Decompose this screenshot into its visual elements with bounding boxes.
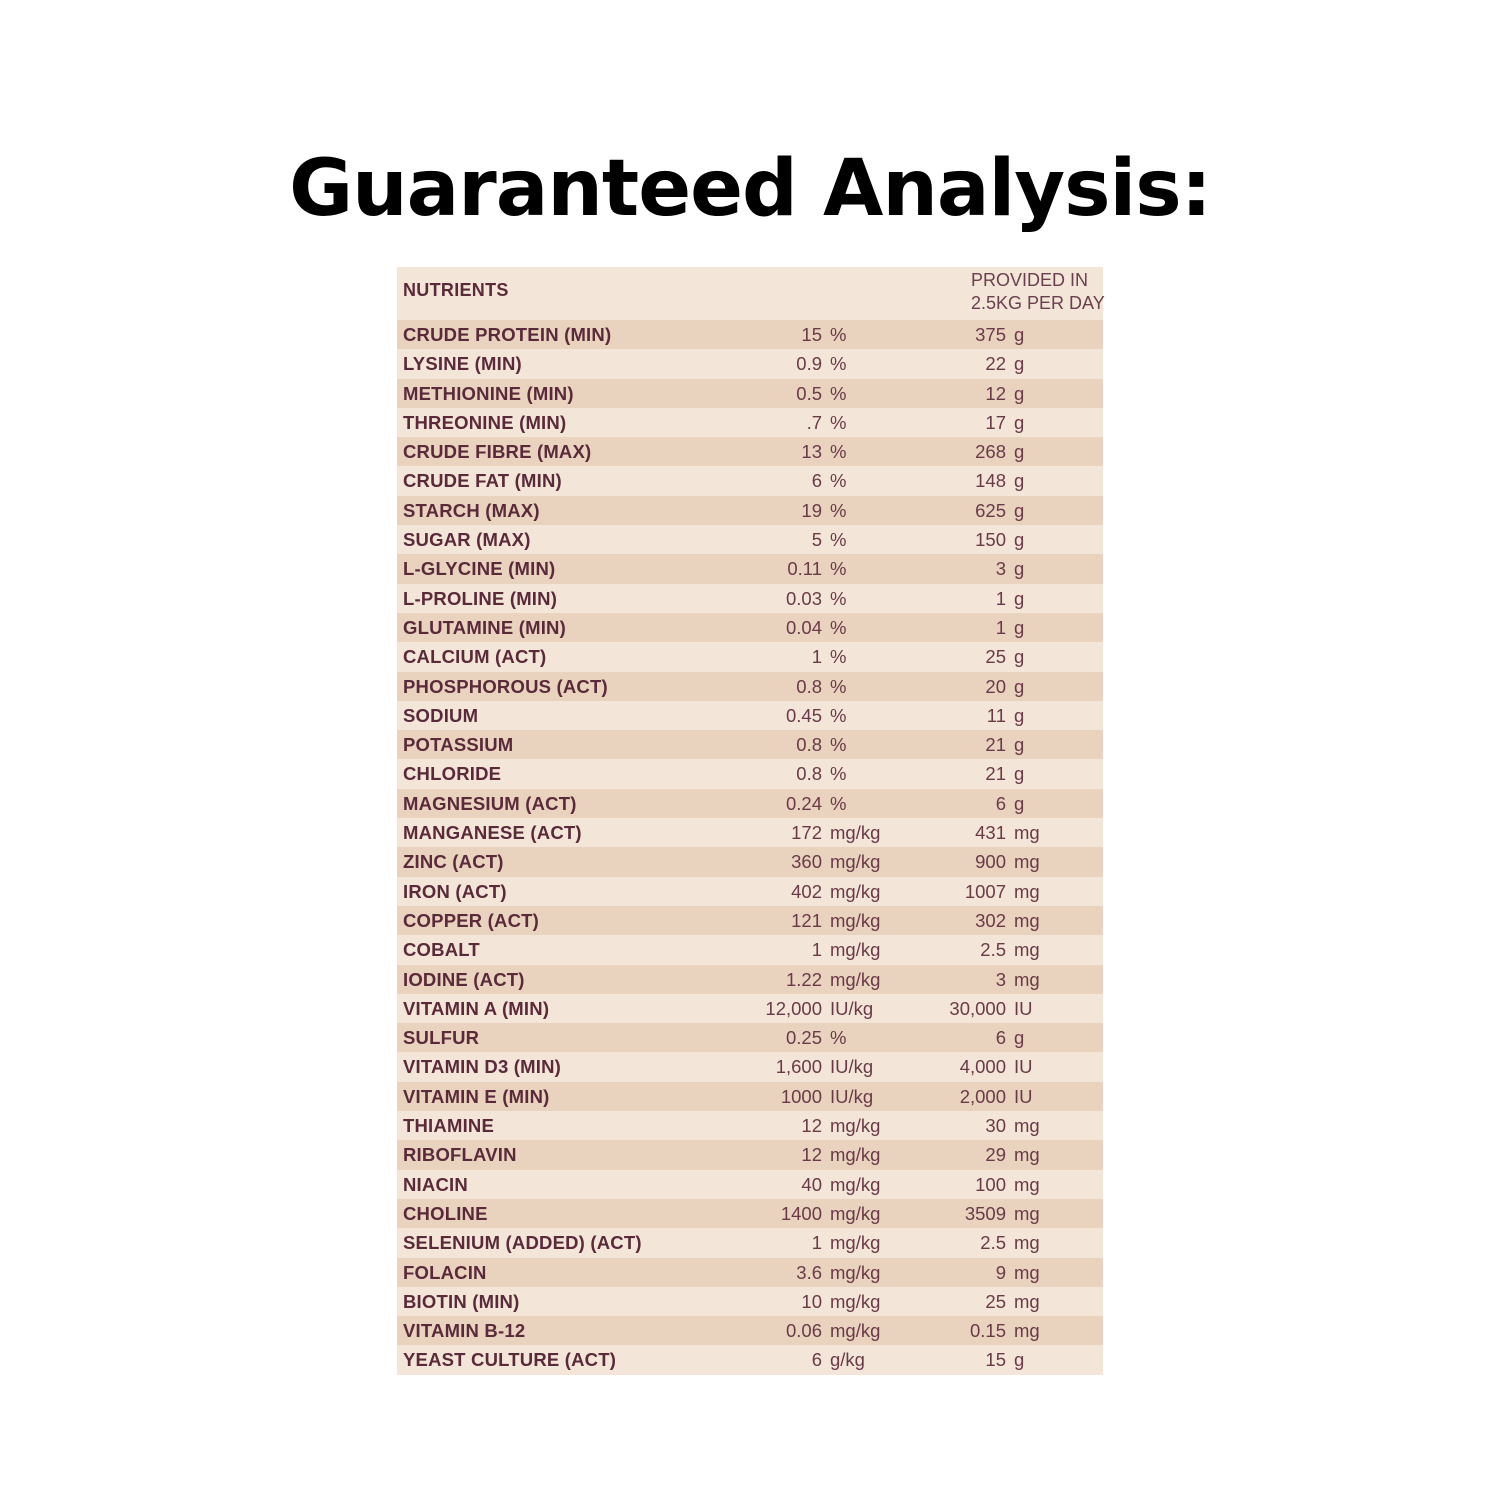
table-row (397, 935, 1103, 964)
nutrient-unit: % (830, 1027, 847, 1049)
provided-unit: mg (1014, 1115, 1040, 1137)
provided-value: 3 (995, 558, 1006, 580)
nutrient-name: MAGNESIUM (ACT) (403, 792, 577, 814)
nutrient-name: CALCIUM (ACT) (403, 646, 547, 668)
nutrient-name: GLUTAMINE (MIN) (403, 616, 566, 638)
provided-unit: g (1014, 558, 1025, 580)
nutrient-name: SULFUR (403, 1027, 480, 1049)
table-row (397, 1345, 1103, 1374)
header-nutrients: NUTRIENTS (403, 280, 509, 300)
nutrient-value: 6 (811, 1349, 822, 1371)
nutrient-unit: % (830, 470, 847, 492)
nutrient-value: 6 (811, 470, 822, 492)
provided-unit: mg (1014, 968, 1040, 990)
nutrient-name: RIBOFLAVIN (403, 1144, 517, 1166)
provided-value: 150 (975, 529, 1006, 551)
nutrient-name: COBALT (403, 939, 480, 961)
provided-value: 6 (995, 1027, 1006, 1049)
provided-unit: mg (1014, 1290, 1040, 1312)
nutrient-name: VITAMIN A (MIN) (403, 997, 550, 1019)
provided-value: 1 (995, 587, 1006, 609)
provided-unit: g (1014, 704, 1025, 726)
nutrient-name: SODIUM (403, 704, 479, 726)
nutrient-unit: % (830, 646, 847, 668)
nutrient-unit: mg/kg (830, 1173, 881, 1195)
nutrient-unit: mg/kg (830, 968, 881, 990)
provided-value: 6 (995, 792, 1006, 814)
nutrient-value: 121 (791, 909, 822, 931)
provided-unit: IU (1014, 1056, 1033, 1078)
nutrient-value: 12,000 (765, 997, 822, 1019)
table-row (397, 613, 1103, 642)
provided-unit: g (1014, 1349, 1025, 1371)
nutrient-name: NIACIN (403, 1173, 468, 1195)
provided-unit: IU (1014, 997, 1033, 1019)
table-row (397, 730, 1103, 759)
nutrient-value: 0.45 (785, 704, 822, 726)
nutrient-unit: mg/kg (830, 1115, 881, 1137)
provided-value: 30 (985, 1115, 1006, 1137)
provided-unit: g (1014, 411, 1025, 433)
nutrient-unit: IU/kg (830, 1085, 874, 1107)
provided-unit: g (1014, 529, 1025, 551)
nutrient-unit: mg/kg (830, 1290, 881, 1312)
nutrient-unit: % (830, 529, 847, 551)
provided-value: 3509 (964, 1202, 1006, 1224)
table-row (397, 1052, 1103, 1081)
table-body (397, 320, 1103, 1375)
nutrient-value: 10 (801, 1290, 822, 1312)
nutrient-value: 0.04 (785, 616, 822, 638)
nutrient-name: VITAMIN D3 (MIN) (403, 1056, 562, 1078)
provided-value: 20 (985, 675, 1006, 697)
table-row (397, 1316, 1103, 1345)
nutrient-unit: mg/kg (830, 1261, 881, 1283)
nutrient-table (397, 267, 1103, 1375)
nutrient-name: SELENIUM (ADDED) (ACT) (403, 1232, 642, 1254)
page-title: Guaranteed Analysis: (289, 144, 1211, 234)
provided-value: 900 (975, 851, 1006, 873)
nutrient-name: L-GLYCINE (MIN) (403, 558, 556, 580)
table-row (397, 965, 1103, 994)
table-row (397, 847, 1103, 876)
nutrient-unit: mg/kg (830, 1144, 881, 1166)
nutrient-unit: % (830, 734, 847, 756)
provided-value: 2.5 (980, 1232, 1006, 1254)
nutrient-unit: % (830, 763, 847, 785)
provided-value: 1007 (964, 880, 1006, 902)
table-row (397, 1199, 1103, 1228)
table-row (397, 496, 1103, 525)
nutrient-name: POTASSIUM (403, 734, 514, 756)
table-row (397, 525, 1103, 554)
provided-unit: IU (1014, 1085, 1033, 1107)
nutrient-value: 402 (791, 880, 822, 902)
provided-value: 9 (995, 1261, 1006, 1283)
nutrient-value: 0.25 (785, 1027, 822, 1049)
provided-value: 302 (975, 909, 1006, 931)
table-row (397, 1140, 1103, 1169)
nutrient-value: 1400 (780, 1202, 822, 1224)
nutrient-name: VITAMIN E (MIN) (403, 1085, 550, 1107)
nutrient-unit: % (830, 382, 847, 404)
nutrient-name: IODINE (ACT) (403, 968, 525, 990)
provided-unit: g (1014, 616, 1025, 638)
nutrient-unit: % (830, 792, 847, 814)
nutrient-name: METHIONINE (MIN) (403, 382, 574, 404)
provided-unit: g (1014, 499, 1025, 521)
table-row (397, 379, 1103, 408)
nutrient-value: 172 (791, 822, 822, 844)
provided-unit: g (1014, 763, 1025, 785)
nutrient-value: 13 (801, 441, 822, 463)
table-row (397, 877, 1103, 906)
table-row (397, 906, 1103, 935)
nutrient-unit: % (830, 704, 847, 726)
nutrient-name: STARCH (MAX) (403, 499, 540, 521)
nutrient-value: 19 (801, 499, 822, 521)
provided-value: 431 (975, 822, 1006, 844)
provided-value: 100 (975, 1173, 1006, 1195)
nutrient-value: 0.24 (785, 792, 822, 814)
nutrient-name: COPPER (ACT) (403, 909, 540, 931)
provided-value: 3 (995, 968, 1006, 990)
provided-unit: mg (1014, 1202, 1040, 1224)
table-row (397, 818, 1103, 847)
table-row (397, 701, 1103, 730)
provided-unit: mg (1014, 851, 1040, 873)
provided-unit: g (1014, 470, 1025, 492)
provided-unit: g (1014, 792, 1025, 814)
provided-unit: mg (1014, 1320, 1040, 1342)
nutrient-name: CHLORIDE (403, 763, 502, 785)
nutrient-value: 12 (801, 1144, 822, 1166)
nutrient-value: 15 (801, 324, 822, 345)
provided-unit: g (1014, 353, 1025, 375)
nutrient-name: IRON (ACT) (403, 880, 507, 902)
nutrient-name: PHOSPHOROUS (ACT) (403, 675, 608, 697)
nutrient-value: 0.03 (785, 587, 822, 609)
table-row (397, 789, 1103, 818)
nutrient-value: 360 (791, 851, 822, 873)
table-row (397, 642, 1103, 671)
provided-unit: mg (1014, 1261, 1040, 1283)
provided-value: 12 (985, 382, 1006, 404)
provided-value: 22 (985, 353, 1006, 375)
nutrient-unit: mg/kg (830, 822, 881, 844)
provided-unit: g (1014, 646, 1025, 668)
header-provided (971, 269, 1111, 315)
provided-unit: mg (1014, 939, 1040, 961)
nutrient-unit: % (830, 616, 847, 638)
nutrient-unit: % (830, 441, 847, 463)
nutrient-name: ZINC (ACT) (403, 851, 504, 873)
nutrient-value: .7 (806, 411, 822, 433)
nutrient-unit: % (830, 587, 847, 609)
provided-value: 21 (985, 734, 1006, 756)
table-row (397, 1023, 1103, 1052)
nutrient-unit: g/kg (830, 1349, 865, 1371)
nutrient-unit: mg/kg (830, 909, 881, 931)
table-row (397, 584, 1103, 613)
nutrient-name: SUGAR (MAX) (403, 529, 531, 551)
provided-unit: g (1014, 382, 1025, 404)
provided-unit: mg (1014, 822, 1040, 844)
nutrient-value: 0.5 (796, 382, 822, 404)
provided-unit: g (1014, 734, 1025, 756)
provided-unit: g (1014, 441, 1025, 463)
nutrient-value: 0.8 (796, 675, 822, 697)
nutrient-value: 1 (811, 939, 822, 961)
table-row (397, 466, 1103, 495)
provided-value: 30,000 (949, 997, 1006, 1019)
provided-unit: mg (1014, 909, 1040, 931)
table-row (397, 437, 1103, 466)
nutrient-name: LYSINE (MIN) (403, 353, 522, 375)
provided-unit: mg (1014, 880, 1040, 902)
provided-value: 11 (986, 704, 1006, 726)
table-row (397, 320, 1103, 349)
table-row (397, 759, 1103, 788)
provided-value: 25 (985, 646, 1006, 668)
nutrient-value: 0.06 (785, 1320, 822, 1342)
nutrient-name: FOLACIN (403, 1261, 487, 1283)
nutrient-value: 3.6 (796, 1261, 822, 1283)
provided-value: 375 (975, 324, 1006, 345)
header-provided-line2: 2.5KG PER DAY (971, 293, 1105, 313)
nutrient-value: 1,600 (775, 1056, 822, 1078)
table-row (397, 1258, 1103, 1287)
provided-value: 625 (975, 499, 1006, 521)
nutrient-unit: % (830, 353, 847, 375)
provided-value: 1 (995, 616, 1006, 638)
nutrient-value: 0.11 (787, 558, 822, 580)
header-provided-line1: PROVIDED IN (971, 270, 1089, 290)
nutrient-name: CRUDE FAT (MIN) (403, 470, 562, 492)
nutrient-value: 40 (801, 1173, 822, 1195)
nutrient-value: 0.8 (796, 734, 822, 756)
nutrient-unit: % (830, 499, 847, 521)
table-row (397, 672, 1103, 701)
table-row (397, 408, 1103, 437)
nutrient-unit: % (830, 324, 847, 345)
provided-value: 21 (985, 763, 1006, 785)
provided-value: 15 (985, 1349, 1006, 1371)
nutrient-value: 1.22 (785, 968, 822, 990)
table-row (397, 554, 1103, 583)
nutrient-unit: mg/kg (830, 1202, 881, 1224)
nutrient-value: 0.8 (796, 763, 822, 785)
nutrient-value: 5 (811, 529, 822, 551)
nutrient-name: BIOTIN (MIN) (403, 1290, 520, 1312)
table-row (397, 1111, 1103, 1140)
nutrient-unit: IU/kg (830, 1056, 874, 1078)
nutrient-name: YEAST CULTURE (ACT) (403, 1349, 617, 1371)
nutrient-value: 12 (801, 1115, 822, 1137)
nutrient-name: CRUDE FIBRE (MAX) (403, 441, 592, 463)
provided-value: 25 (985, 1290, 1006, 1312)
table-row (397, 1228, 1103, 1257)
provided-value: 268 (975, 441, 1006, 463)
provided-unit: mg (1014, 1144, 1040, 1166)
nutrient-value: 1000 (780, 1085, 822, 1107)
nutrient-unit: % (830, 411, 847, 433)
provided-value: 0.15 (969, 1320, 1006, 1342)
provided-value: 4,000 (959, 1056, 1006, 1078)
nutrient-value: 0.9 (796, 353, 822, 375)
nutrient-unit: mg/kg (830, 880, 881, 902)
nutrient-unit: IU/kg (830, 997, 874, 1019)
nutrient-unit: % (830, 558, 847, 580)
provided-unit: g (1014, 587, 1025, 609)
provided-unit: g (1014, 324, 1025, 345)
table-header (397, 267, 1103, 320)
nutrient-name: VITAMIN B-12 (403, 1320, 526, 1342)
nutrient-value: 1 (811, 646, 822, 668)
provided-unit: g (1014, 675, 1025, 697)
nutrient-name: MANGANESE (ACT) (403, 822, 582, 844)
provided-value: 2,000 (959, 1085, 1006, 1107)
nutrient-unit: % (830, 675, 847, 697)
nutrient-name: CHOLINE (403, 1202, 488, 1224)
nutrient-unit: mg/kg (830, 1320, 881, 1342)
nutrient-name: THIAMINE (403, 1115, 495, 1137)
provided-value: 17 (985, 411, 1006, 433)
provided-unit: mg (1014, 1173, 1040, 1195)
nutrient-name: CRUDE PROTEIN (MIN) (403, 324, 612, 345)
nutrient-name: THREONINE (MIN) (403, 411, 567, 433)
table-row (397, 994, 1103, 1023)
provided-unit: mg (1014, 1232, 1040, 1254)
nutrient-unit: mg/kg (830, 939, 881, 961)
table-row (397, 1082, 1103, 1111)
nutrient-value: 1 (811, 1232, 822, 1254)
provided-value: 2.5 (980, 939, 1006, 961)
provided-unit: g (1014, 1027, 1025, 1049)
provided-value: 148 (975, 470, 1006, 492)
table-row (397, 1170, 1103, 1199)
table-row (397, 1287, 1103, 1316)
nutrient-unit: mg/kg (830, 1232, 881, 1254)
table-row (397, 349, 1103, 378)
nutrient-unit: mg/kg (830, 851, 881, 873)
provided-value: 29 (985, 1144, 1006, 1166)
nutrient-name: L-PROLINE (MIN) (403, 587, 558, 609)
